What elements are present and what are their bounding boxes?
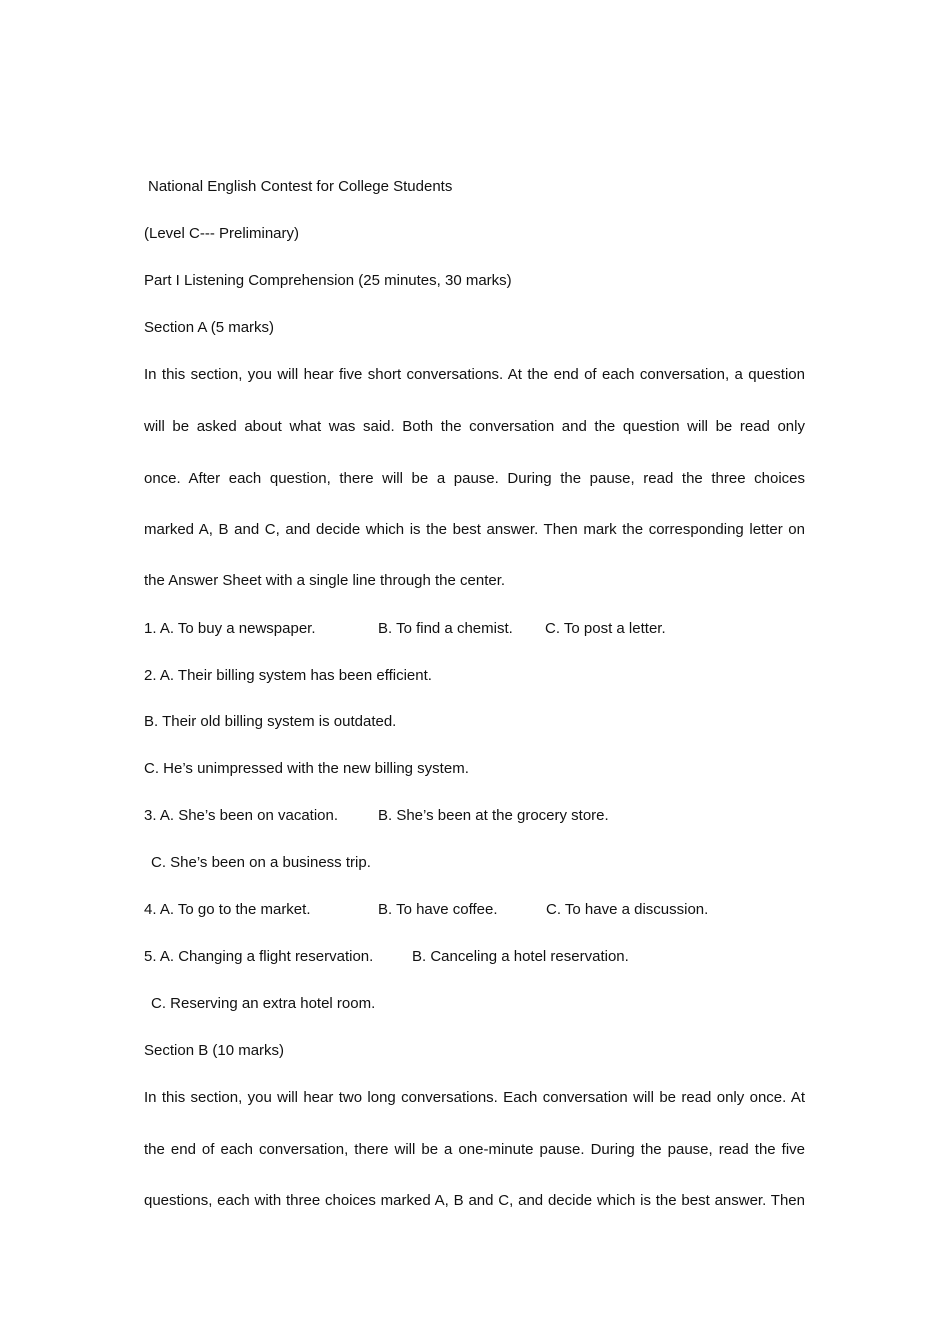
q3-option-b: B. She’s been at the grocery store. — [378, 807, 609, 824]
q2-option-c: C. He’s unimpressed with the new billing system. — [144, 760, 469, 777]
q1-option-c: C. To post a letter. — [545, 620, 666, 637]
section-a-instruction-line: In this section, you will hear five short conversations. At the end of each conversation, a question — [144, 366, 805, 383]
q2-option-b: B. Their old billing system is outdated. — [144, 713, 397, 730]
q5-option-c: C. Reserving an extra hotel room. — [151, 995, 376, 1012]
section-b-heading: Section B (10 marks) — [144, 1042, 285, 1059]
level-line: (Level C--- Preliminary) — [144, 225, 300, 242]
q3-option-c: C. She’s been on a business trip. — [151, 854, 371, 871]
document-title: National English Contest for College Students — [148, 178, 453, 195]
section-b-instruction-line: questions, each with three choices marked A, B and C, and decide which is the best answer. Then — [144, 1192, 805, 1209]
q3-option-a: 3. A. She’s been on vacation. — [144, 807, 339, 824]
section-b-instruction-line: the end of each conversation, there will be a one-minute pause. During the pause, read the five — [144, 1141, 805, 1158]
section-a-instruction-line: marked A, B and C, and decide which is the best answer. Then mark the corresponding letter on — [144, 521, 805, 538]
part-heading: Part I Listening Comprehension (25 minutes, 30 marks) — [144, 272, 512, 289]
q4-option-b: B. To have coffee. — [378, 901, 498, 918]
section-b-instruction-line: In this section, you will hear two long conversations. Each conversation will be read only once. At — [144, 1089, 805, 1106]
section-a-instruction-line: once. After each question, there will be a pause. During the pause, read the three choices — [144, 470, 805, 487]
section-a-instruction-line: the Answer Sheet with a single line through the center. — [144, 572, 506, 589]
q4-option-c: C. To have a discussion. — [546, 901, 709, 918]
q1-option-a: 1. A. To buy a newspaper. — [144, 620, 316, 637]
q4-option-a: 4. A. To go to the market. — [144, 901, 311, 918]
q1-option-b: B. To find a chemist. — [378, 620, 513, 637]
section-a-heading: Section A (5 marks) — [144, 319, 275, 336]
section-a-instruction-line: will be asked about what was said. Both the conversation and the question will be read only — [144, 418, 805, 435]
q5-option-a: 5. A. Changing a flight reservation. — [144, 948, 374, 965]
q5-option-b: B. Canceling a hotel reservation. — [412, 948, 629, 965]
q2-option-a: 2. A. Their billing system has been efficient. — [144, 667, 432, 684]
